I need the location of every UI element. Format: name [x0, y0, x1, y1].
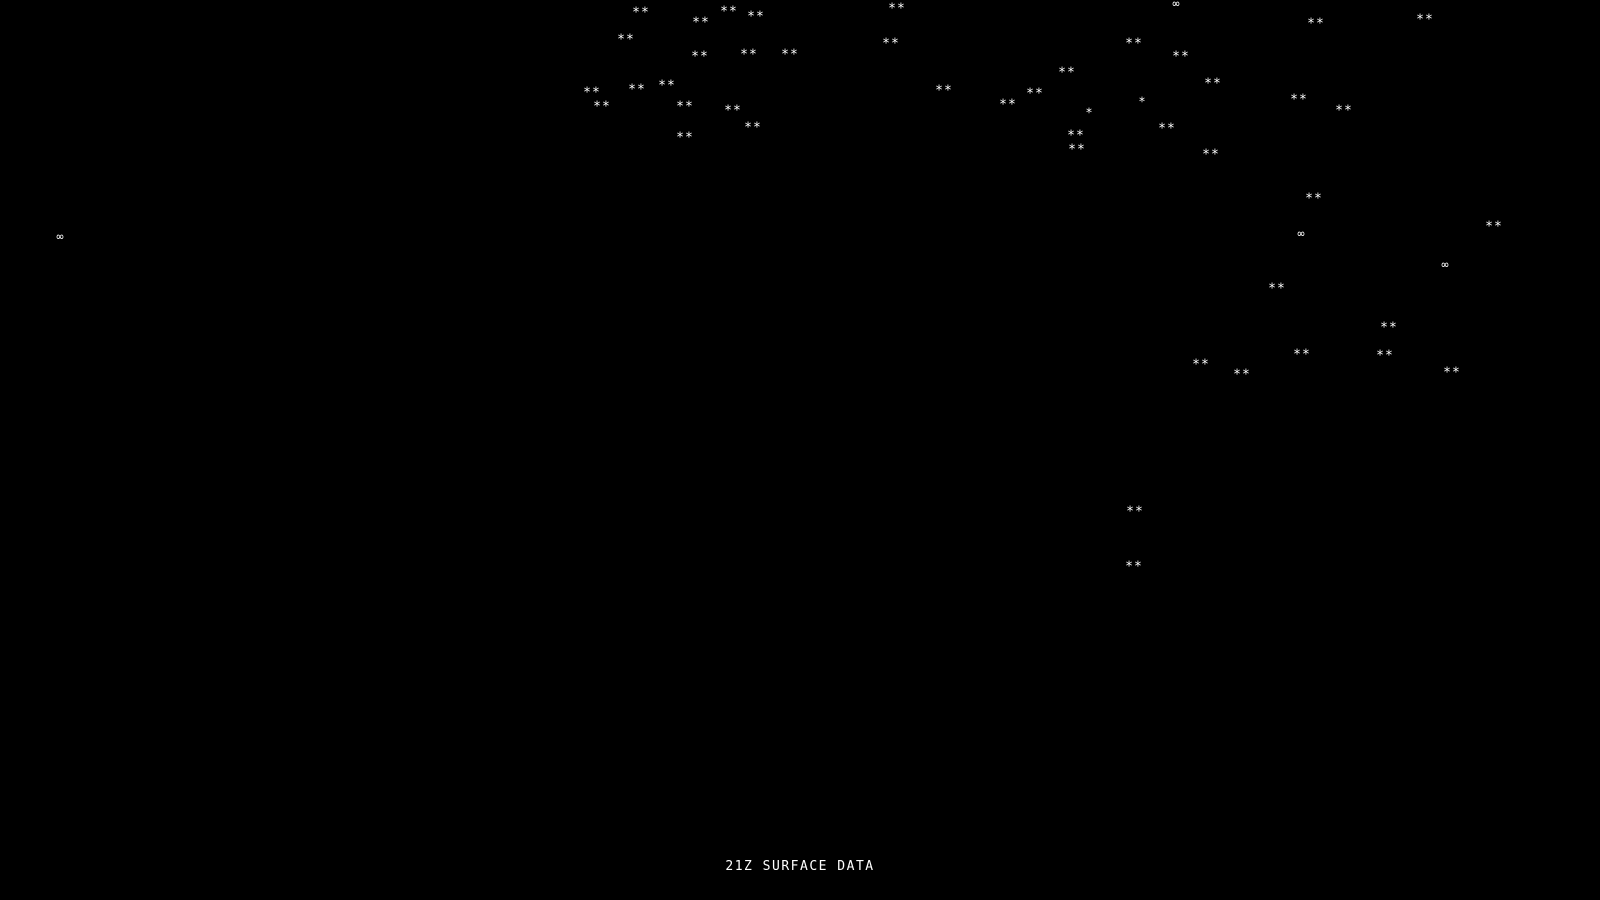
- station-plot: **: [1293, 347, 1311, 363]
- station-plot: **: [882, 36, 900, 52]
- station-plot: **: [1058, 65, 1076, 81]
- station-plot: ∞: [1297, 226, 1305, 241]
- station-plot: **: [1158, 121, 1176, 137]
- station-plot: **: [781, 47, 799, 63]
- station-plot: **: [740, 47, 758, 63]
- station-plot: **: [1202, 147, 1220, 163]
- map-caption: 21Z SURFACE DATA: [725, 859, 875, 874]
- station-plot: **: [676, 99, 694, 115]
- station-plot: ∞: [1172, 0, 1180, 11]
- station-plot: **: [935, 83, 953, 99]
- station-plot: **: [676, 130, 694, 146]
- station-plot: **: [632, 5, 650, 21]
- station-plot: **: [1125, 36, 1143, 52]
- station-plot: **: [720, 4, 738, 20]
- station-plot: **: [1125, 559, 1143, 575]
- station-plot: **: [1068, 142, 1086, 158]
- station-plot: **: [1416, 12, 1434, 28]
- station-plot: **: [692, 15, 710, 31]
- station-plot: **: [1192, 357, 1210, 373]
- station-plot: **: [724, 103, 742, 119]
- station-plot: **: [1443, 365, 1461, 381]
- station-plot: **: [1026, 86, 1044, 102]
- station-plot: **: [1380, 320, 1398, 336]
- station-plot: **: [744, 120, 762, 136]
- station-plot: **: [1305, 191, 1323, 207]
- station-plot: **: [593, 99, 611, 115]
- station-plot: **: [691, 49, 709, 65]
- station-plot: **: [1307, 16, 1325, 32]
- station-plot: **: [583, 85, 601, 101]
- station-plot: **: [1376, 348, 1394, 364]
- station-plot: ∞: [1441, 257, 1449, 272]
- station-plot: **: [1233, 367, 1251, 383]
- station-plot: **: [1268, 281, 1286, 297]
- station-plot: *: [1085, 105, 1093, 120]
- station-plot: **: [1485, 219, 1503, 235]
- station-plot: **: [747, 9, 765, 25]
- station-plot: **: [999, 97, 1017, 113]
- station-plot: **: [1172, 49, 1190, 65]
- station-plot: **: [628, 82, 646, 98]
- station-plot: **: [658, 78, 676, 94]
- station-plot: **: [1204, 76, 1222, 92]
- station-plot: **: [1126, 504, 1144, 520]
- station-plot: **: [1290, 92, 1308, 108]
- station-plot: *: [1138, 94, 1146, 109]
- station-plot: **: [1067, 128, 1085, 144]
- station-plot: **: [1335, 103, 1353, 119]
- station-plot: ∞: [56, 229, 64, 244]
- station-plot: **: [617, 32, 635, 48]
- station-plot: **: [888, 1, 906, 17]
